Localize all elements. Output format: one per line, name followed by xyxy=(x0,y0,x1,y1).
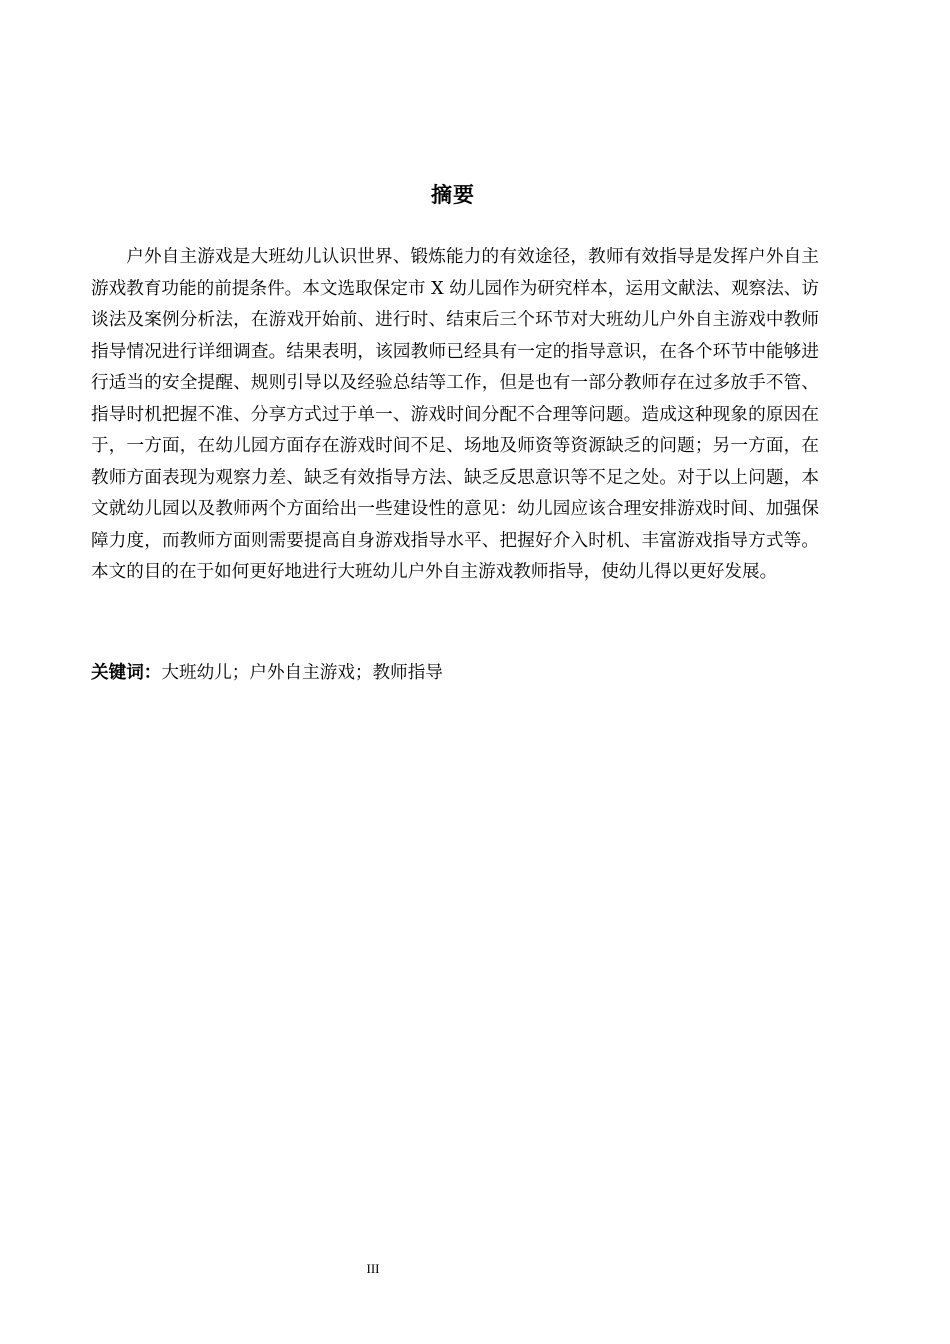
keywords-value: 大班幼儿；户外自主游戏；教师指导 xyxy=(161,663,443,683)
keywords-line xyxy=(91,658,819,690)
abstract-body: 户外自主游戏是大班幼儿认识世界、锻炼能力的有效途径，教师有效指导是发挥户外自主游戏教育功能的前提条件。本文选取保定市 X 幼儿园作为研究样本，运用文献法、观察法、访谈法及案例分析法，在游戏开始前、进行时、结束后三个环节对大班幼儿户外自主游戏中教师指导情况进行详细调查。结果表明，该园教师已经具有一定的指导意识，在各个环节中能够进行适当的安全提醒、规则引导以及经验总结等工作，但是也有一部分教师存在过多放手不管、指导时机把握不准、分享方式过于单一、游戏时间分配不合理等问题。造成这种现象的原因在于，一方面，在幼儿园方面存在游戏时间不足、场地及师资等资源缺乏的问题；另一方面，在教师方面表现为观察力差、缺乏有效指导方法、缺乏反思意识等不足之处。对于以上问题，本文就幼儿园以及教师两个方面给出一些建设性的意见：幼儿园应该合理安排游戏时间、加强保障力度，而教师方面则需要提高自身游戏指导水平、把握好介入时机、丰富游戏指导方式等。本文的目的在于如何更好地进行大班幼儿户外自主游戏教师指导，使幼儿得以更好发展。 xyxy=(91,247,819,582)
page-number: III xyxy=(366,1261,380,1276)
abstract-title: 摘要 xyxy=(431,183,475,207)
keywords-label: 关键词： xyxy=(91,663,162,683)
